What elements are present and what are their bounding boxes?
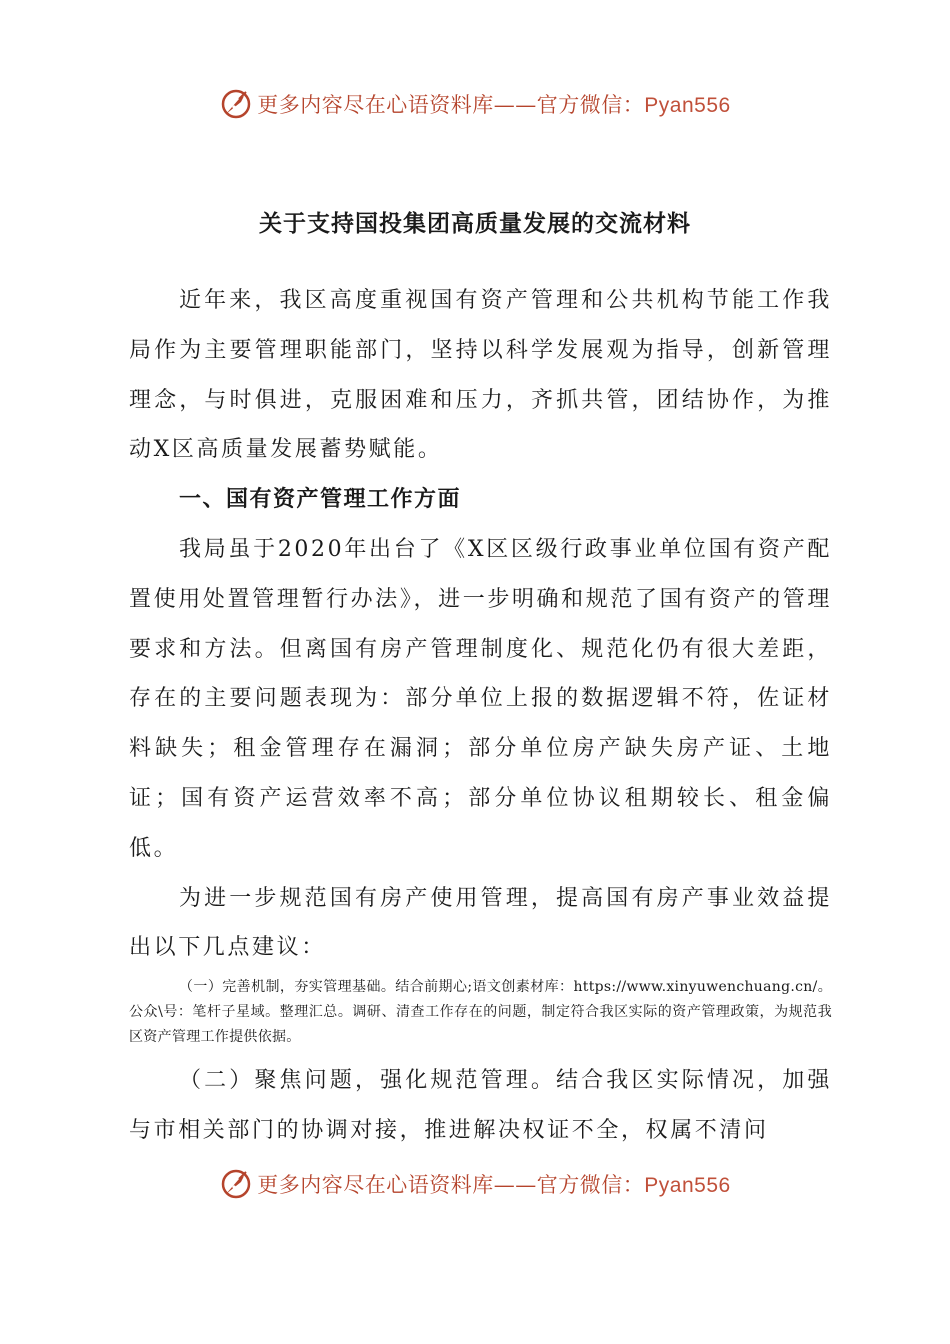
paragraph-problems: 我局虽于2020年出台了《X区区级行政事业单位国有资产配置使用处置管理暂行办法》，进一步明确和规范了国有资产的管理要求和方法。但离国有房产管理制度化、规范化仍有很大差距，存在的主要问题表现为：部分单位上报的数据逻辑不符，佐证材料缺失；租金管理存在漏洞；部分单位房产缺失房产证、土地证；国有资产运营效率不高；部分单位协议租期较长、租金偏低。: [129, 536, 832, 861]
pen-nib-logo-icon: [219, 1167, 253, 1201]
watermark-text: 更多内容尽在心语资料库——官方微信：Pyan556: [257, 1173, 731, 1197]
paragraph-intro: 近年来，我区高度重视国有资产管理和公共机构节能工作我局作为主要管理职能部门，坚持以科学发展观为指导，创新管理理念，与时俱进，克服困难和压力，齐抓共管，团结协作，为推动X区高质量发展蓄势赋能。: [129, 288, 832, 463]
watermark-footer: [0, 1164, 950, 1204]
watermark-text: 更多内容尽在心语资料库——官方微信：Pyan556: [257, 93, 731, 117]
watermark-wechat-id: Pyan556: [644, 1174, 731, 1197]
watermark-header: [0, 84, 950, 124]
paragraph-suggestion-2: （二）聚焦问题，强化规范管理。结合我区实际情况，加强与市相关部门的协调对接，推进解决权证不全，权属不清问: [129, 1068, 832, 1143]
document-title: 关于支持国投集团高质量发展的交流材料: [259, 211, 691, 237]
pen-nib-logo-icon: [219, 87, 253, 121]
section-heading-1: 一、国有资产管理工作方面: [179, 487, 462, 513]
paragraph-suggestion-1: （一）完善机制，夯实管理基础。结合前期心;语文创素材库：https://www.xinyuwenchuang.cn/。公众\号：笔杆子星域。整理汇总。调研、清查工作存在的问题，制定符合我区实际的资产管理政策，为规范我区资产管理工作提供依据。: [129, 979, 832, 1046]
watermark-wechat-id: Pyan556: [644, 94, 731, 117]
document-body: [129, 276, 832, 1156]
paragraph-suggestions-intro: 为进一步规范国有房产使用管理，提高国有房产事业效益提出以下几点建议：: [129, 885, 832, 961]
